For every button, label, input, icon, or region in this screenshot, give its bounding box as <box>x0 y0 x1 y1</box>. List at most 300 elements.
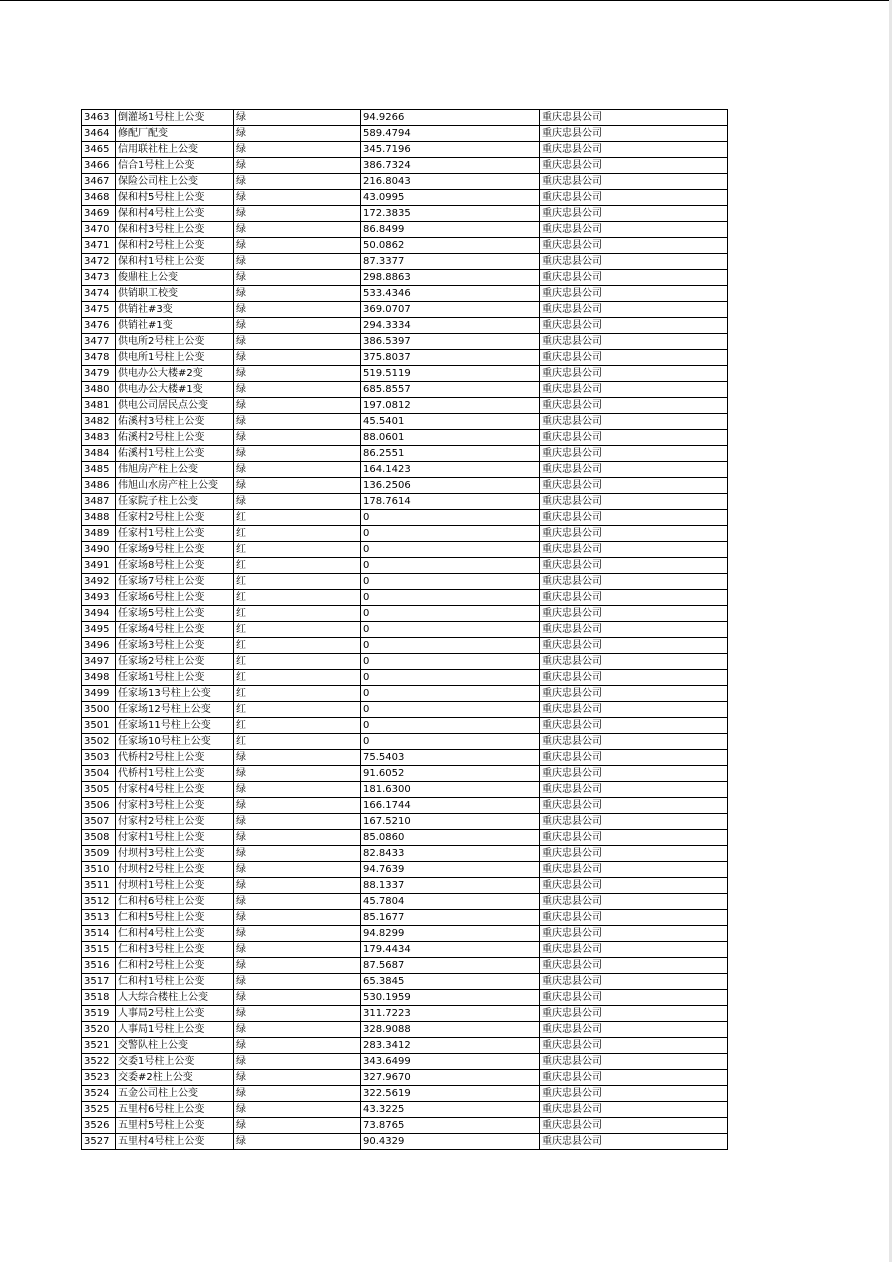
value-cell: 166.1744 <box>361 798 540 814</box>
status-cell: 绿 <box>234 958 361 974</box>
company-cell: 重庆忠县公司 <box>540 654 728 670</box>
status-cell: 绿 <box>234 190 361 206</box>
company-cell: 重庆忠县公司 <box>540 430 728 446</box>
value-cell: 0 <box>361 558 540 574</box>
row-id-cell: 3470 <box>82 222 116 238</box>
table-row <box>82 910 728 926</box>
table-row <box>82 142 728 158</box>
status-cell: 绿 <box>234 110 361 126</box>
value-cell: 86.2551 <box>361 446 540 462</box>
table-row <box>82 1054 728 1070</box>
transformer-name-cell: 付家村1号柱上公变 <box>116 830 234 846</box>
value-cell: 343.6499 <box>361 1054 540 1070</box>
value-cell: 65.3845 <box>361 974 540 990</box>
transformer-name-cell: 供电公司居民点公变 <box>116 398 234 414</box>
company-cell: 重庆忠县公司 <box>540 510 728 526</box>
row-id-cell: 3506 <box>82 798 116 814</box>
value-cell: 0 <box>361 606 540 622</box>
row-id-cell: 3483 <box>82 430 116 446</box>
company-cell: 重庆忠县公司 <box>540 222 728 238</box>
status-cell: 绿 <box>234 398 361 414</box>
row-id-cell: 3518 <box>82 990 116 1006</box>
transformer-table <box>81 109 728 1150</box>
value-cell: 88.0601 <box>361 430 540 446</box>
company-cell: 重庆忠县公司 <box>540 958 728 974</box>
value-cell: 197.0812 <box>361 398 540 414</box>
row-id-cell: 3487 <box>82 494 116 510</box>
table-row <box>82 1070 728 1086</box>
value-cell: 43.0995 <box>361 190 540 206</box>
status-cell: 绿 <box>234 302 361 318</box>
table-body <box>82 110 728 1150</box>
status-cell: 红 <box>234 718 361 734</box>
value-cell: 0 <box>361 622 540 638</box>
row-id-cell: 3463 <box>82 110 116 126</box>
row-id-cell: 3502 <box>82 734 116 750</box>
company-cell: 重庆忠县公司 <box>540 574 728 590</box>
transformer-name-cell: 代桥村2号柱上公变 <box>116 750 234 766</box>
company-cell: 重庆忠县公司 <box>540 910 728 926</box>
row-id-cell: 3489 <box>82 526 116 542</box>
status-cell: 绿 <box>234 766 361 782</box>
table-row <box>82 606 728 622</box>
status-cell: 绿 <box>234 206 361 222</box>
row-id-cell: 3484 <box>82 446 116 462</box>
company-cell: 重庆忠县公司 <box>540 974 728 990</box>
status-cell: 绿 <box>234 830 361 846</box>
status-cell: 绿 <box>234 1134 361 1150</box>
table-row <box>82 302 728 318</box>
status-cell: 绿 <box>234 894 361 910</box>
value-cell: 0 <box>361 574 540 590</box>
value-cell: 298.8863 <box>361 270 540 286</box>
transformer-name-cell: 五里村6号柱上公变 <box>116 1102 234 1118</box>
transformer-name-cell: 任家场9号柱上公变 <box>116 542 234 558</box>
table-row <box>82 542 728 558</box>
table-row <box>82 174 728 190</box>
transformer-name-cell: 仁和村4号柱上公变 <box>116 926 234 942</box>
value-cell: 50.0862 <box>361 238 540 254</box>
row-id-cell: 3481 <box>82 398 116 414</box>
row-id-cell: 3516 <box>82 958 116 974</box>
transformer-name-cell: 任家场10号柱上公变 <box>116 734 234 750</box>
table-row <box>82 718 728 734</box>
value-cell: 86.8499 <box>361 222 540 238</box>
row-id-cell: 3509 <box>82 846 116 862</box>
row-id-cell: 3526 <box>82 1118 116 1134</box>
company-cell: 重庆忠县公司 <box>540 846 728 862</box>
row-id-cell: 3496 <box>82 638 116 654</box>
company-cell: 重庆忠县公司 <box>540 830 728 846</box>
company-cell: 重庆忠县公司 <box>540 190 728 206</box>
row-id-cell: 3472 <box>82 254 116 270</box>
status-cell: 红 <box>234 638 361 654</box>
status-cell: 绿 <box>234 254 361 270</box>
value-cell: 179.4434 <box>361 942 540 958</box>
row-id-cell: 3523 <box>82 1070 116 1086</box>
transformer-name-cell: 五里村5号柱上公变 <box>116 1118 234 1134</box>
row-id-cell: 3527 <box>82 1134 116 1150</box>
table-row <box>82 110 728 126</box>
table-row <box>82 254 728 270</box>
company-cell: 重庆忠县公司 <box>540 414 728 430</box>
row-id-cell: 3491 <box>82 558 116 574</box>
company-cell: 重庆忠县公司 <box>540 382 728 398</box>
value-cell: 0 <box>361 686 540 702</box>
company-cell: 重庆忠县公司 <box>540 110 728 126</box>
company-cell: 重庆忠县公司 <box>540 126 728 142</box>
transformer-name-cell: 五金公司柱上公变 <box>116 1086 234 1102</box>
value-cell: 0 <box>361 670 540 686</box>
transformer-name-cell: 俊鼎柱上公变 <box>116 270 234 286</box>
status-cell: 绿 <box>234 990 361 1006</box>
transformer-name-cell: 供电办公大楼#1变 <box>116 382 234 398</box>
status-cell: 绿 <box>234 1086 361 1102</box>
value-cell: 533.4346 <box>361 286 540 302</box>
transformer-name-cell: 任家场5号柱上公变 <box>116 606 234 622</box>
table-row <box>82 558 728 574</box>
status-cell: 绿 <box>234 494 361 510</box>
row-id-cell: 3494 <box>82 606 116 622</box>
transformer-name-cell: 交委#2柱上公变 <box>116 1070 234 1086</box>
row-id-cell: 3466 <box>82 158 116 174</box>
status-cell: 红 <box>234 670 361 686</box>
row-id-cell: 3515 <box>82 942 116 958</box>
row-id-cell: 3521 <box>82 1038 116 1054</box>
row-id-cell: 3504 <box>82 766 116 782</box>
row-id-cell: 3475 <box>82 302 116 318</box>
table-row <box>82 574 728 590</box>
company-cell: 重庆忠县公司 <box>540 782 728 798</box>
transformer-name-cell: 保和村3号柱上公变 <box>116 222 234 238</box>
company-cell: 重庆忠县公司 <box>540 990 728 1006</box>
company-cell: 重庆忠县公司 <box>540 398 728 414</box>
table-row <box>82 622 728 638</box>
row-id-cell: 3498 <box>82 670 116 686</box>
transformer-name-cell: 保和村5号柱上公变 <box>116 190 234 206</box>
table-row <box>82 782 728 798</box>
company-cell: 重庆忠县公司 <box>540 174 728 190</box>
transformer-name-cell: 仁和村6号柱上公变 <box>116 894 234 910</box>
status-cell: 绿 <box>234 446 361 462</box>
table-row <box>82 1134 728 1150</box>
value-cell: 530.1959 <box>361 990 540 1006</box>
table-row <box>82 798 728 814</box>
status-cell: 绿 <box>234 750 361 766</box>
company-cell: 重庆忠县公司 <box>540 686 728 702</box>
company-cell: 重庆忠县公司 <box>540 702 728 718</box>
status-cell: 绿 <box>234 782 361 798</box>
table-row <box>82 494 728 510</box>
table-row <box>82 894 728 910</box>
transformer-name-cell: 任家场3号柱上公变 <box>116 638 234 654</box>
table-row <box>82 510 728 526</box>
transformer-name-cell: 任家院子柱上公变 <box>116 494 234 510</box>
row-id-cell: 3464 <box>82 126 116 142</box>
row-id-cell: 3507 <box>82 814 116 830</box>
table-row <box>82 238 728 254</box>
company-cell: 重庆忠县公司 <box>540 334 728 350</box>
transformer-name-cell: 保险公司柱上公变 <box>116 174 234 190</box>
transformer-name-cell: 修配厂配变 <box>116 126 234 142</box>
company-cell: 重庆忠县公司 <box>540 798 728 814</box>
row-id-cell: 3473 <box>82 270 116 286</box>
table-row <box>82 430 728 446</box>
row-id-cell: 3468 <box>82 190 116 206</box>
value-cell: 73.8765 <box>361 1118 540 1134</box>
row-id-cell: 3511 <box>82 878 116 894</box>
status-cell: 绿 <box>234 1070 361 1086</box>
status-cell: 绿 <box>234 366 361 382</box>
transformer-name-cell: 任家村2号柱上公变 <box>116 510 234 526</box>
status-cell: 绿 <box>234 270 361 286</box>
status-cell: 绿 <box>234 1006 361 1022</box>
transformer-name-cell: 佑溪村3号柱上公变 <box>116 414 234 430</box>
table-row <box>82 846 728 862</box>
transformer-name-cell: 任家场1号柱上公变 <box>116 670 234 686</box>
table-row <box>82 318 728 334</box>
table-row <box>82 702 728 718</box>
value-cell: 82.8433 <box>361 846 540 862</box>
status-cell: 绿 <box>234 974 361 990</box>
value-cell: 0 <box>361 734 540 750</box>
company-cell: 重庆忠县公司 <box>540 734 728 750</box>
table-row <box>82 398 728 414</box>
status-cell: 绿 <box>234 174 361 190</box>
company-cell: 重庆忠县公司 <box>540 1022 728 1038</box>
value-cell: 0 <box>361 542 540 558</box>
value-cell: 0 <box>361 638 540 654</box>
value-cell: 94.8299 <box>361 926 540 942</box>
value-cell: 45.5401 <box>361 414 540 430</box>
transformer-name-cell: 任家村1号柱上公变 <box>116 526 234 542</box>
status-cell: 绿 <box>234 478 361 494</box>
transformer-name-cell: 人大综合楼柱上公变 <box>116 990 234 1006</box>
status-cell: 绿 <box>234 350 361 366</box>
row-id-cell: 3480 <box>82 382 116 398</box>
transformer-name-cell: 仁和村3号柱上公变 <box>116 942 234 958</box>
status-cell: 红 <box>234 654 361 670</box>
status-cell: 红 <box>234 622 361 638</box>
value-cell: 87.5687 <box>361 958 540 974</box>
status-cell: 红 <box>234 574 361 590</box>
status-cell: 红 <box>234 526 361 542</box>
table-row <box>82 654 728 670</box>
value-cell: 589.4794 <box>361 126 540 142</box>
transformer-name-cell: 付坝村3号柱上公变 <box>116 846 234 862</box>
transformer-name-cell: 付坝村1号柱上公变 <box>116 878 234 894</box>
row-id-cell: 3471 <box>82 238 116 254</box>
company-cell: 重庆忠县公司 <box>540 302 728 318</box>
value-cell: 0 <box>361 702 540 718</box>
value-cell: 0 <box>361 654 540 670</box>
value-cell: 345.7196 <box>361 142 540 158</box>
status-cell: 红 <box>234 734 361 750</box>
status-cell: 红 <box>234 606 361 622</box>
table-row <box>82 1038 728 1054</box>
status-cell: 绿 <box>234 430 361 446</box>
status-cell: 绿 <box>234 222 361 238</box>
transformer-name-cell: 交警队柱上公变 <box>116 1038 234 1054</box>
transformer-name-cell: 任家场12号柱上公变 <box>116 702 234 718</box>
row-id-cell: 3479 <box>82 366 116 382</box>
company-cell: 重庆忠县公司 <box>540 878 728 894</box>
row-id-cell: 3520 <box>82 1022 116 1038</box>
status-cell: 绿 <box>234 334 361 350</box>
status-cell: 红 <box>234 702 361 718</box>
transformer-name-cell: 付家村2号柱上公变 <box>116 814 234 830</box>
row-id-cell: 3469 <box>82 206 116 222</box>
company-cell: 重庆忠县公司 <box>540 718 728 734</box>
row-id-cell: 3508 <box>82 830 116 846</box>
row-id-cell: 3519 <box>82 1006 116 1022</box>
transformer-name-cell: 任家场7号柱上公变 <box>116 574 234 590</box>
table-row <box>82 1086 728 1102</box>
table-row <box>82 382 728 398</box>
company-cell: 重庆忠县公司 <box>540 1134 728 1150</box>
company-cell: 重庆忠县公司 <box>540 526 728 542</box>
table-row <box>82 366 728 382</box>
company-cell: 重庆忠县公司 <box>540 350 728 366</box>
transformer-name-cell: 交委1号柱上公变 <box>116 1054 234 1070</box>
row-id-cell: 3501 <box>82 718 116 734</box>
value-cell: 90.4329 <box>361 1134 540 1150</box>
value-cell: 0 <box>361 526 540 542</box>
status-cell: 绿 <box>234 238 361 254</box>
company-cell: 重庆忠县公司 <box>540 478 728 494</box>
value-cell: 75.5403 <box>361 750 540 766</box>
transformer-name-cell: 任家场4号柱上公变 <box>116 622 234 638</box>
row-id-cell: 3524 <box>82 1086 116 1102</box>
value-cell: 94.9266 <box>361 110 540 126</box>
table-row <box>82 1102 728 1118</box>
status-cell: 红 <box>234 558 361 574</box>
company-cell: 重庆忠县公司 <box>540 1006 728 1022</box>
company-cell: 重庆忠县公司 <box>540 814 728 830</box>
table-row <box>82 926 728 942</box>
status-cell: 绿 <box>234 1054 361 1070</box>
row-id-cell: 3492 <box>82 574 116 590</box>
status-cell: 绿 <box>234 846 361 862</box>
company-cell: 重庆忠县公司 <box>540 254 728 270</box>
value-cell: 43.3225 <box>361 1102 540 1118</box>
transformer-name-cell: 供销社#1变 <box>116 318 234 334</box>
row-id-cell: 3505 <box>82 782 116 798</box>
value-cell: 85.0860 <box>361 830 540 846</box>
company-cell: 重庆忠县公司 <box>540 638 728 654</box>
table-row <box>82 526 728 542</box>
company-cell: 重庆忠县公司 <box>540 670 728 686</box>
value-cell: 386.5397 <box>361 334 540 350</box>
table-row <box>82 446 728 462</box>
row-id-cell: 3522 <box>82 1054 116 1070</box>
table-row <box>82 350 728 366</box>
row-id-cell: 3500 <box>82 702 116 718</box>
value-cell: 216.8043 <box>361 174 540 190</box>
status-cell: 绿 <box>234 926 361 942</box>
company-cell: 重庆忠县公司 <box>540 238 728 254</box>
value-cell: 167.5210 <box>361 814 540 830</box>
status-cell: 红 <box>234 510 361 526</box>
value-cell: 172.3835 <box>361 206 540 222</box>
table-row <box>82 590 728 606</box>
company-cell: 重庆忠县公司 <box>540 606 728 622</box>
transformer-name-cell: 任家场8号柱上公变 <box>116 558 234 574</box>
value-cell: 0 <box>361 510 540 526</box>
company-cell: 重庆忠县公司 <box>540 1054 728 1070</box>
row-id-cell: 3477 <box>82 334 116 350</box>
row-id-cell: 3474 <box>82 286 116 302</box>
company-cell: 重庆忠县公司 <box>540 270 728 286</box>
transformer-name-cell: 保和村1号柱上公变 <box>116 254 234 270</box>
value-cell: 375.8037 <box>361 350 540 366</box>
transformer-name-cell: 供销职工校变 <box>116 286 234 302</box>
company-cell: 重庆忠县公司 <box>540 590 728 606</box>
status-cell: 红 <box>234 542 361 558</box>
value-cell: 283.3412 <box>361 1038 540 1054</box>
table-row <box>82 270 728 286</box>
status-cell: 绿 <box>234 878 361 894</box>
table-row <box>82 766 728 782</box>
transformer-name-cell: 任家场2号柱上公变 <box>116 654 234 670</box>
company-cell: 重庆忠县公司 <box>540 286 728 302</box>
company-cell: 重庆忠县公司 <box>540 142 728 158</box>
value-cell: 136.2506 <box>361 478 540 494</box>
row-id-cell: 3493 <box>82 590 116 606</box>
company-cell: 重庆忠县公司 <box>540 1086 728 1102</box>
status-cell: 绿 <box>234 126 361 142</box>
value-cell: 311.7223 <box>361 1006 540 1022</box>
row-id-cell: 3486 <box>82 478 116 494</box>
company-cell: 重庆忠县公司 <box>540 558 728 574</box>
status-cell: 绿 <box>234 382 361 398</box>
status-cell: 绿 <box>234 942 361 958</box>
transformer-name-cell: 任家场6号柱上公变 <box>116 590 234 606</box>
table-row <box>82 638 728 654</box>
table-row <box>82 222 728 238</box>
transformer-name-cell: 供电办公大楼#2变 <box>116 366 234 382</box>
transformer-name-cell: 任家场13号柱上公变 <box>116 686 234 702</box>
status-cell: 绿 <box>234 862 361 878</box>
value-cell: 369.0707 <box>361 302 540 318</box>
company-cell: 重庆忠县公司 <box>540 766 728 782</box>
transformer-name-cell: 供电所1号柱上公变 <box>116 350 234 366</box>
row-id-cell: 3514 <box>82 926 116 942</box>
company-cell: 重庆忠县公司 <box>540 1118 728 1134</box>
company-cell: 重庆忠县公司 <box>540 158 728 174</box>
row-id-cell: 3488 <box>82 510 116 526</box>
value-cell: 685.8557 <box>361 382 540 398</box>
transformer-name-cell: 代桥村1号柱上公变 <box>116 766 234 782</box>
company-cell: 重庆忠县公司 <box>540 862 728 878</box>
row-id-cell: 3482 <box>82 414 116 430</box>
company-cell: 重庆忠县公司 <box>540 750 728 766</box>
value-cell: 85.1677 <box>361 910 540 926</box>
company-cell: 重庆忠县公司 <box>540 942 728 958</box>
value-cell: 322.5619 <box>361 1086 540 1102</box>
status-cell: 绿 <box>234 1038 361 1054</box>
table-row <box>82 190 728 206</box>
transformer-name-cell: 信用联社柱上公变 <box>116 142 234 158</box>
transformer-name-cell: 付家村4号柱上公变 <box>116 782 234 798</box>
table-row <box>82 990 728 1006</box>
status-cell: 绿 <box>234 462 361 478</box>
status-cell: 绿 <box>234 814 361 830</box>
transformer-name-cell: 仁和村1号柱上公变 <box>116 974 234 990</box>
table-row <box>82 878 728 894</box>
row-id-cell: 3465 <box>82 142 116 158</box>
row-id-cell: 3476 <box>82 318 116 334</box>
